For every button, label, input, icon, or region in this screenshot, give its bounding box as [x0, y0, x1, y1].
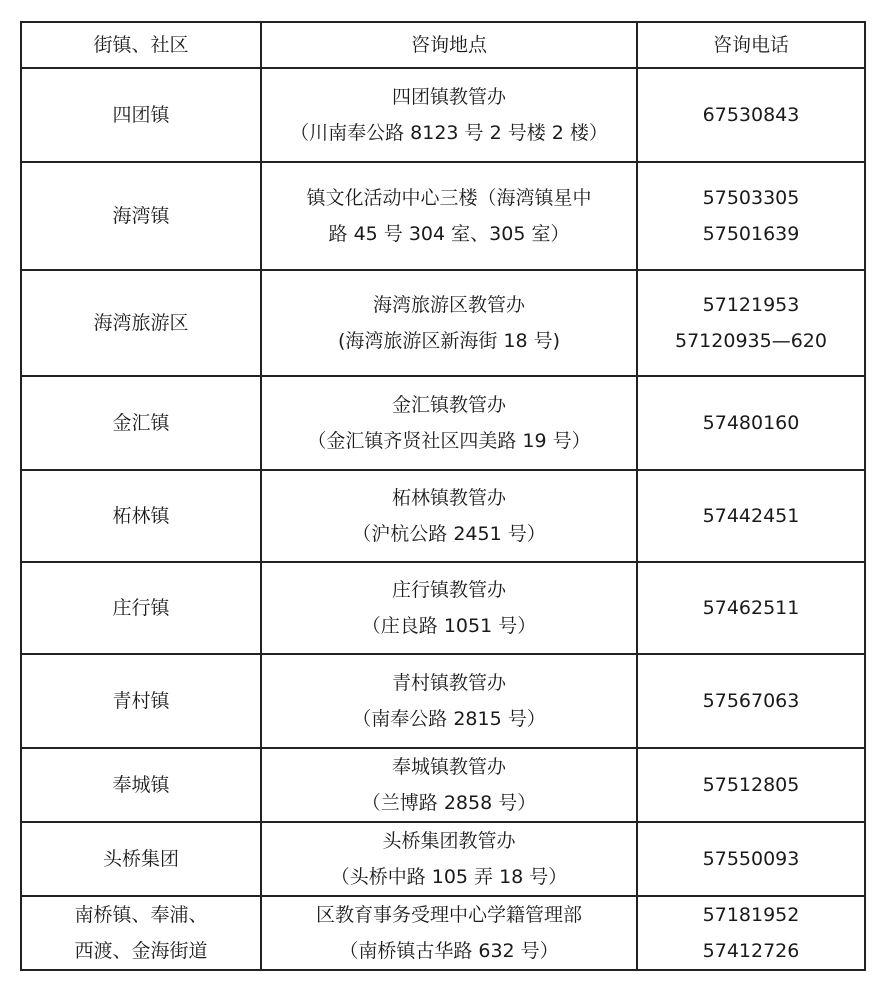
location-cell-line: （兰博路 2858 号）: [361, 792, 537, 814]
phone-cell: [637, 470, 865, 562]
area-cell-line: 海湾旅游区: [93, 312, 189, 334]
table-row: [21, 162, 865, 270]
table-row: [21, 896, 865, 970]
area-cell-line: 奉城镇: [112, 774, 170, 796]
phone-cell: [637, 162, 865, 270]
phone-cell: [637, 748, 865, 822]
phone-cell-line: 57442451: [702, 505, 800, 527]
area-cell-line: 金汇镇: [112, 412, 170, 434]
location-cell-line: （南奉公路 2815 号）: [352, 708, 546, 730]
area-cell: [21, 162, 261, 270]
phone-cell-line: 57181952: [702, 904, 800, 926]
table-row: [21, 376, 865, 470]
area-cell: [21, 822, 261, 896]
location-cell-line: （沪杭公路 2451 号）: [352, 523, 546, 545]
phone-cell-line: 57503305: [702, 187, 800, 209]
phone-cell-line: 57512805: [702, 774, 800, 796]
location-cell-line: （川南奉公路 8123 号 2 号楼 2 楼）: [290, 122, 608, 144]
location-cell-line: 区教育事务受理中心学籍管理部: [315, 904, 582, 926]
area-cell: [21, 470, 261, 562]
location-cell: [261, 162, 637, 270]
location-cell-line: 海湾旅游区教管办: [372, 294, 525, 316]
location-cell-line: 青村镇教管办: [391, 672, 506, 694]
header-phone: 咨询电话: [637, 22, 865, 68]
phone-cell: [637, 562, 865, 654]
location-cell-line: 头桥集团教管办: [382, 830, 516, 852]
table-body: [21, 68, 865, 970]
location-cell-line: （头桥中路 105 弄 18 号）: [330, 866, 568, 888]
table-row: [21, 748, 865, 822]
location-cell: [261, 376, 637, 470]
area-cell: [21, 270, 261, 376]
area-cell-line: 四团镇: [112, 104, 170, 126]
phone-cell-line: 57567063: [702, 690, 800, 712]
area-cell-line: 南桥镇、奉浦、: [74, 904, 208, 926]
location-cell-line: 柘林镇教管办: [391, 487, 506, 509]
location-cell-line: 四团镇教管办: [391, 86, 506, 108]
area-cell-line: 青村镇: [112, 690, 170, 712]
table-row: [21, 562, 865, 654]
location-cell: [261, 270, 637, 376]
area-cell-line: 柘林镇: [112, 505, 170, 527]
consultation-table: [20, 21, 866, 971]
location-cell-line: （南桥镇古华路 632 号）: [339, 940, 559, 962]
phone-cell: [637, 822, 865, 896]
location-cell: [261, 68, 637, 162]
area-cell-line: 头桥集团: [102, 848, 179, 870]
area-cell: [21, 748, 261, 822]
phone-cell: [637, 654, 865, 748]
phone-cell-line: 57462511: [702, 597, 800, 619]
phone-cell: [637, 270, 865, 376]
phone-cell-line: 57480160: [702, 412, 800, 434]
phone-cell-line: 57412726: [702, 940, 800, 962]
header-row: [21, 22, 865, 68]
table-row: [21, 654, 865, 748]
area-cell: [21, 562, 261, 654]
location-cell-line: 奉城镇教管办: [391, 756, 506, 778]
area-cell: [21, 376, 261, 470]
location-cell: [261, 822, 637, 896]
location-cell-line: 金汇镇教管办: [391, 394, 506, 416]
header-location: 咨询地点: [261, 22, 637, 68]
area-cell: [21, 68, 261, 162]
phone-cell-line: 67530843: [702, 104, 800, 126]
header-area: 街镇、社区: [21, 22, 261, 68]
phone-cell: [637, 896, 865, 970]
location-cell-line: (海湾旅游区新海街 18 号): [337, 330, 561, 352]
location-cell: [261, 562, 637, 654]
location-cell: [261, 896, 637, 970]
table-row: [21, 68, 865, 162]
location-cell: [261, 748, 637, 822]
phone-cell-line: 57550093: [702, 848, 800, 870]
table-row: [21, 270, 865, 376]
location-cell-line: （金汇镇齐贤社区四美路 19 号）: [307, 430, 591, 452]
location-cell-line: 镇文化活动中心三楼（海湾镇星中: [306, 187, 592, 209]
area-cell: [21, 654, 261, 748]
area-cell-line: 海湾镇: [112, 205, 170, 227]
table-row: [21, 470, 865, 562]
area-cell-line: 庄行镇: [112, 597, 170, 619]
table-row: [21, 822, 865, 896]
phone-cell-line: 57121953: [702, 294, 800, 316]
phone-cell-line: 57501639: [702, 223, 800, 245]
location-cell-line: （庄良路 1051 号）: [361, 615, 537, 637]
location-cell: [261, 654, 637, 748]
phone-cell-line: 57120935—620: [675, 330, 827, 352]
area-cell: [21, 896, 261, 970]
phone-cell: [637, 376, 865, 470]
location-cell-line: 路 45 号 304 室、305 室）: [328, 223, 570, 245]
area-cell-line: 西渡、金海街道: [74, 940, 208, 962]
phone-cell: [637, 68, 865, 162]
location-cell-line: 庄行镇教管办: [391, 579, 506, 601]
location-cell: [261, 470, 637, 562]
